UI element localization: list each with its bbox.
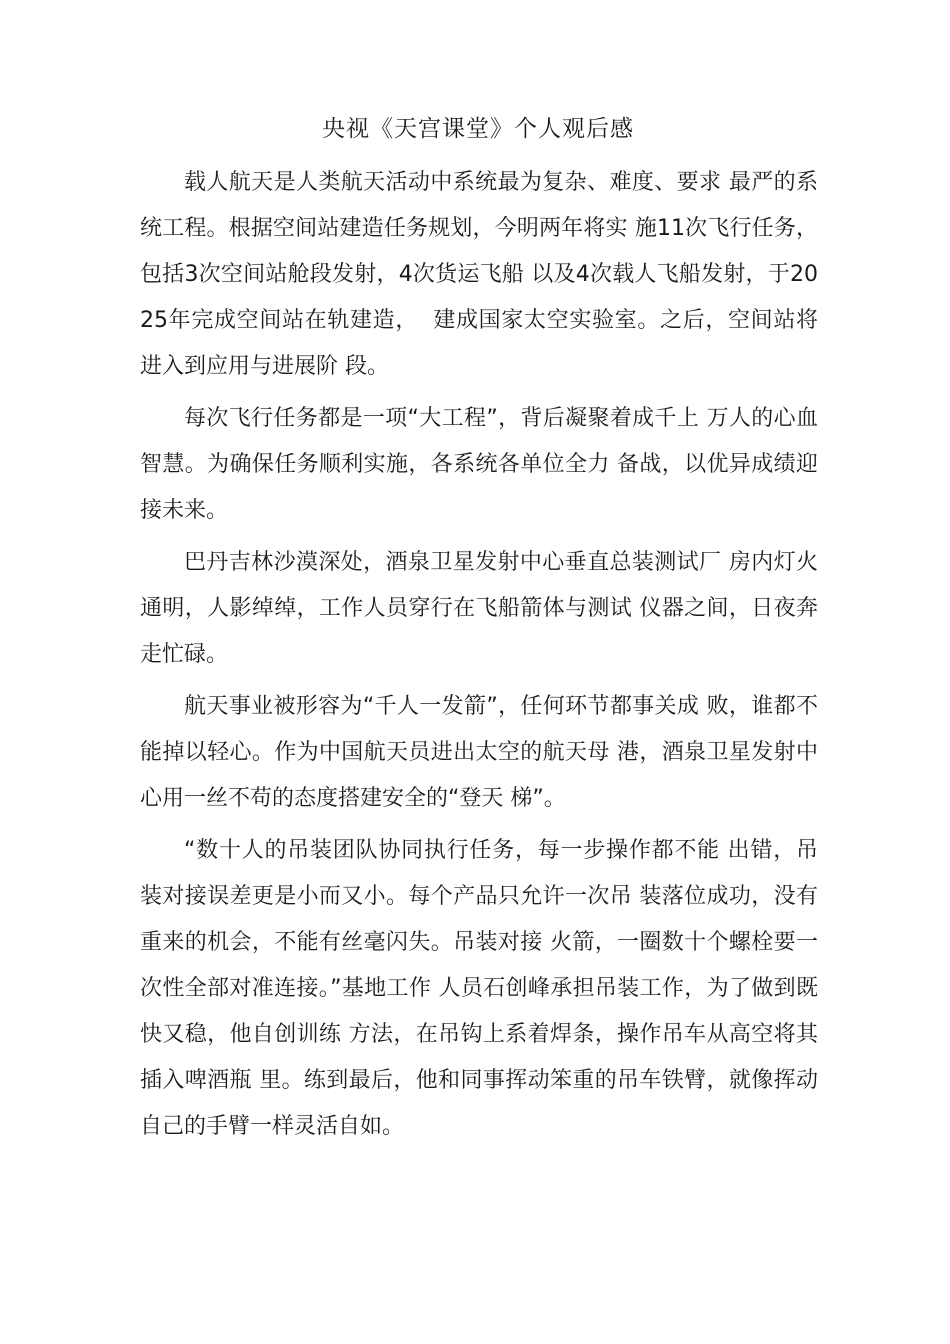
paragraph-5: “数十人的吊装团队协同执行任务，每一步操作都不能 出错，吊装对接误差更是小而又小。每个产品只允许一次吊 装落位成功，没有重来的机会，不能有丝毫闪失。吊装对接 火箭，一圈数十个螺栓要一次性全部对准连接。”基地工作 人员石创峰承担吊装工作，为了做到既快又稳，他自创训练 方法，在吊钩上系着焊条，操作吊车从高空将其插入啤酒瓶 里。练到最后，他和同事挥动笨重的吊车铁臂，就像挥动 自己的手臂一样灵活自如。 — [140, 838, 825, 1139]
document-title: 央视《天宫课堂》个人观后感 — [322, 116, 634, 142]
document-body — [140, 160, 825, 1156]
paragraph-2: 每次飞行任务都是一项“大工程”，背后凝聚着成千上 万人的心血智慧。为确保任务顺利实施，各系统各单位全力 备战，以优异成绩迎接未来。 — [140, 406, 818, 523]
paragraph-3: 巴丹吉林沙漠深处，酒泉卫星发射中心垂直总装测试厂 房内灯火通明，人影绰绰，工作人员穿行在飞船箭体与测试 仪器之间，日夜奔走忙碌。 — [140, 550, 818, 667]
paragraph-4: 航天事业被形容为“千人一发箭”，任何环节都事关成 败，谁都不能掉以轻心。作为中国航天员进出太空的航天母 港，酒泉卫星发射中心用一丝不苟的态度搭建安全的“登天 梯”。 — [140, 694, 818, 811]
paragraph-1: 载人航天是人类航天活动中系统最为复杂、难度、要求 最严的系统工程。根据空间站建造任务规划，今明两年将实 施11次飞行任务，包括3次空间站舱段发射，4次货运飞船 以及4次载人飞船发射，于2025年完成空间站在轨建造， 建成国家太空实验室。之后，空间站将进入到应用与进展阶 段。 — [140, 170, 818, 379]
